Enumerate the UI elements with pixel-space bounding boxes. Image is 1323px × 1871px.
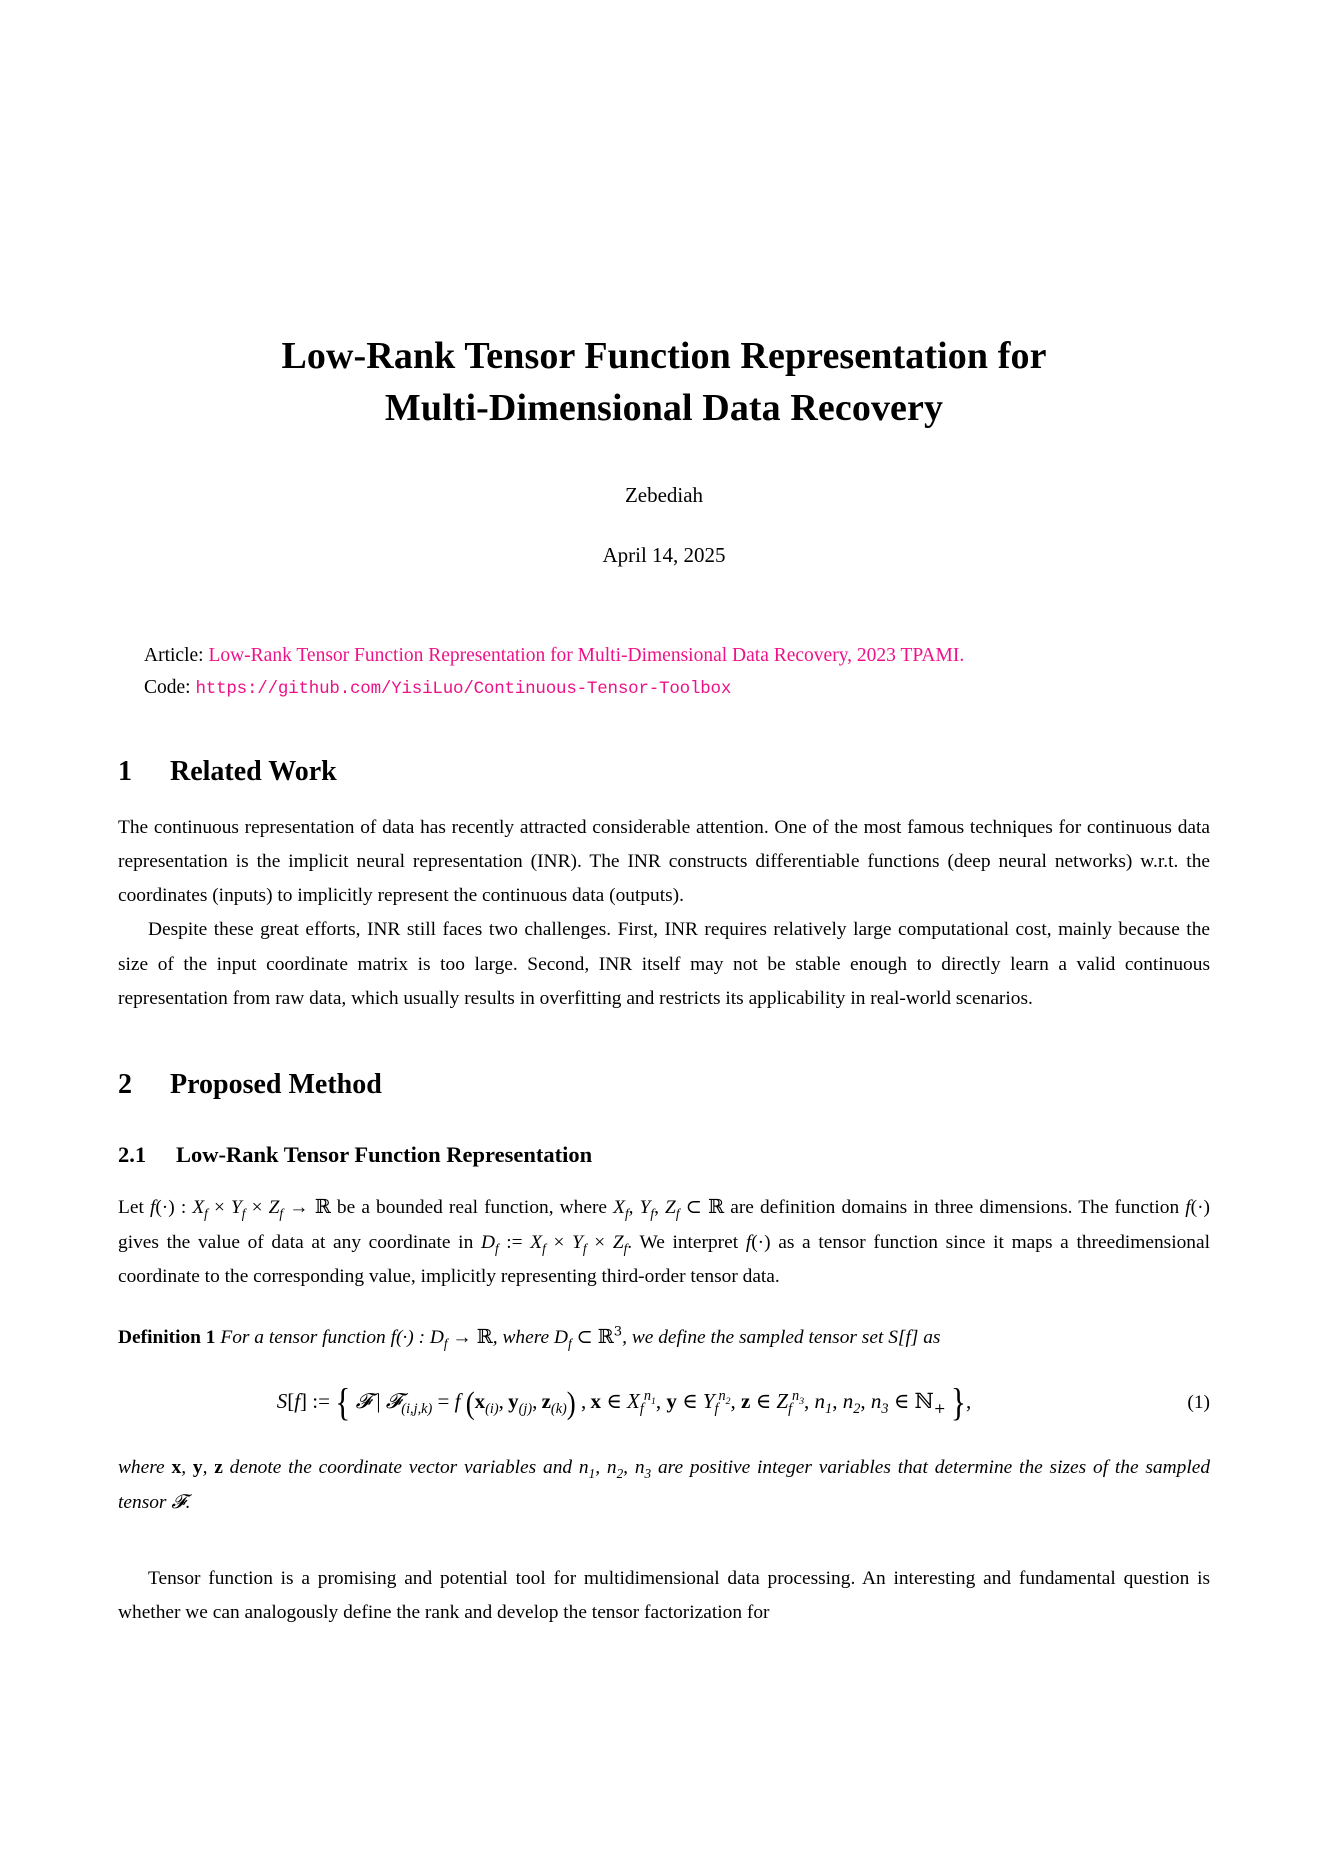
code-link[interactable]: https://github.com/YisiLuo/Continuous-Tensor-Toolbox [195, 678, 732, 699]
equation-1-number: (1) [1187, 1392, 1210, 1413]
title-line-1: Low-Rank Tensor Function Representation for [281, 335, 1047, 377]
section-related-work [118, 755, 1210, 789]
subsection-2-1-title: Low-Rank Tensor Function Representation [176, 1142, 593, 1168]
section-2-title: Proposed Method [170, 1068, 382, 1100]
definition-label: Definition 1 [118, 1326, 216, 1348]
title-block [118, 330, 1210, 568]
article-row [144, 640, 1210, 672]
code-row [144, 672, 1210, 704]
reference-links [118, 640, 1210, 703]
closing-paragraph: Tensor function is a promising and potential tool for multidimensional data processing. An interesting and fundamental question is whether we can analogously define the rank and develop the tensor factorization for [118, 1568, 1210, 1624]
tensor-function-paragraph: Let f(·) : $X_f \times Y_f \times Z_f$ → ℝ be a bounded real function, where $X_f$, $Y_f$, $Z_f$ ⊂ ℝ are definition domains in three dimensions. The function f(·) gives the value of data at any coordinate in $D_f$ := $X_f \times Y_f \times Z_f$. We interpret f(·) as a tensor function since it maps a threedimensional coordinate to the corresponding value, implicitly representing third-order tensor data. [118, 1195, 1211, 1287]
article-label: Article: [144, 645, 204, 667]
section-proposed-method [118, 1068, 1210, 1102]
related-work-paragraph-1: The continuous representation of data has recently attracted considerable attention. One of the most famous techniques for continuous data representation is the implicit neural representation (INR). The INR constructs differentiable functions (deep neural networks) w.r.t. the coordinates (inputs) to implicitly represent the continuous data (outputs). [118, 817, 1210, 907]
related-work-paragraph-2: Despite these great efforts, INR still faces two challenges. First, INR requires relatively large computational cost, mainly because the size of the input coordinate matrix is too large. Second, INR itself may not be stable enough to directly learn a valid continuous representation from raw data, which usually results in overfitting and restricts its applicability in real-world scenarios. [118, 919, 1210, 1009]
section-2-heading [118, 1068, 1210, 1102]
subsection-2-1-heading [118, 1141, 1210, 1168]
definition-text: For a tensor function f(·) : $D_f$ → ℝ, where $D_f$ ⊂ ℝ$^3$, we define the sampled tensor set S[f] as [220, 1324, 941, 1351]
section-1-number: 1 [118, 756, 132, 788]
section-1-title: Related Work [170, 756, 337, 788]
page-content [118, 0, 1210, 1631]
publication-date: April 14, 2025 [602, 543, 726, 568]
page-title [214, 330, 1114, 435]
article-link[interactable]: Low-Rank Tensor Function Representation for Multi-Dimensional Data Recovery, 2023 TPAMI. [208, 645, 965, 667]
section-2-number: 2 [118, 1068, 132, 1100]
equation-1-body: S[f] := { 𝓕 | 𝓕$_{(i,j,k)}$ = f ($x_{(i)}$, $y_{(j)}$, $z_{(k)}$) , x ∈ $X_f^{n_1}$, y ∈ $Y_f^{n_2}$, z ∈ $Z_f^{n_3}$, $n_1$, $n_2$, $n_3$ ∈ ℕ$_+$ }, [276, 1380, 972, 1425]
definition-1 [118, 1320, 1210, 1355]
subsection-2-1-number: 2.1 [118, 1142, 147, 1168]
equation-1-explanation: where x, y, z denote the coordinate vector variables and $n_1$, $n_2$, $n_3$ are positive integer variables that determine the sizes of the sampled tensor 𝓕. [118, 1457, 1211, 1514]
section-1-heading [118, 755, 1210, 789]
title-line-2: Multi-Dimensional Data Recovery [384, 387, 944, 430]
code-label: Code: [144, 676, 191, 698]
equation-1-row [118, 1380, 1210, 1425]
author-name: Zebediah [624, 482, 704, 507]
subsection-low-rank-tensor-function [118, 1141, 1210, 1168]
